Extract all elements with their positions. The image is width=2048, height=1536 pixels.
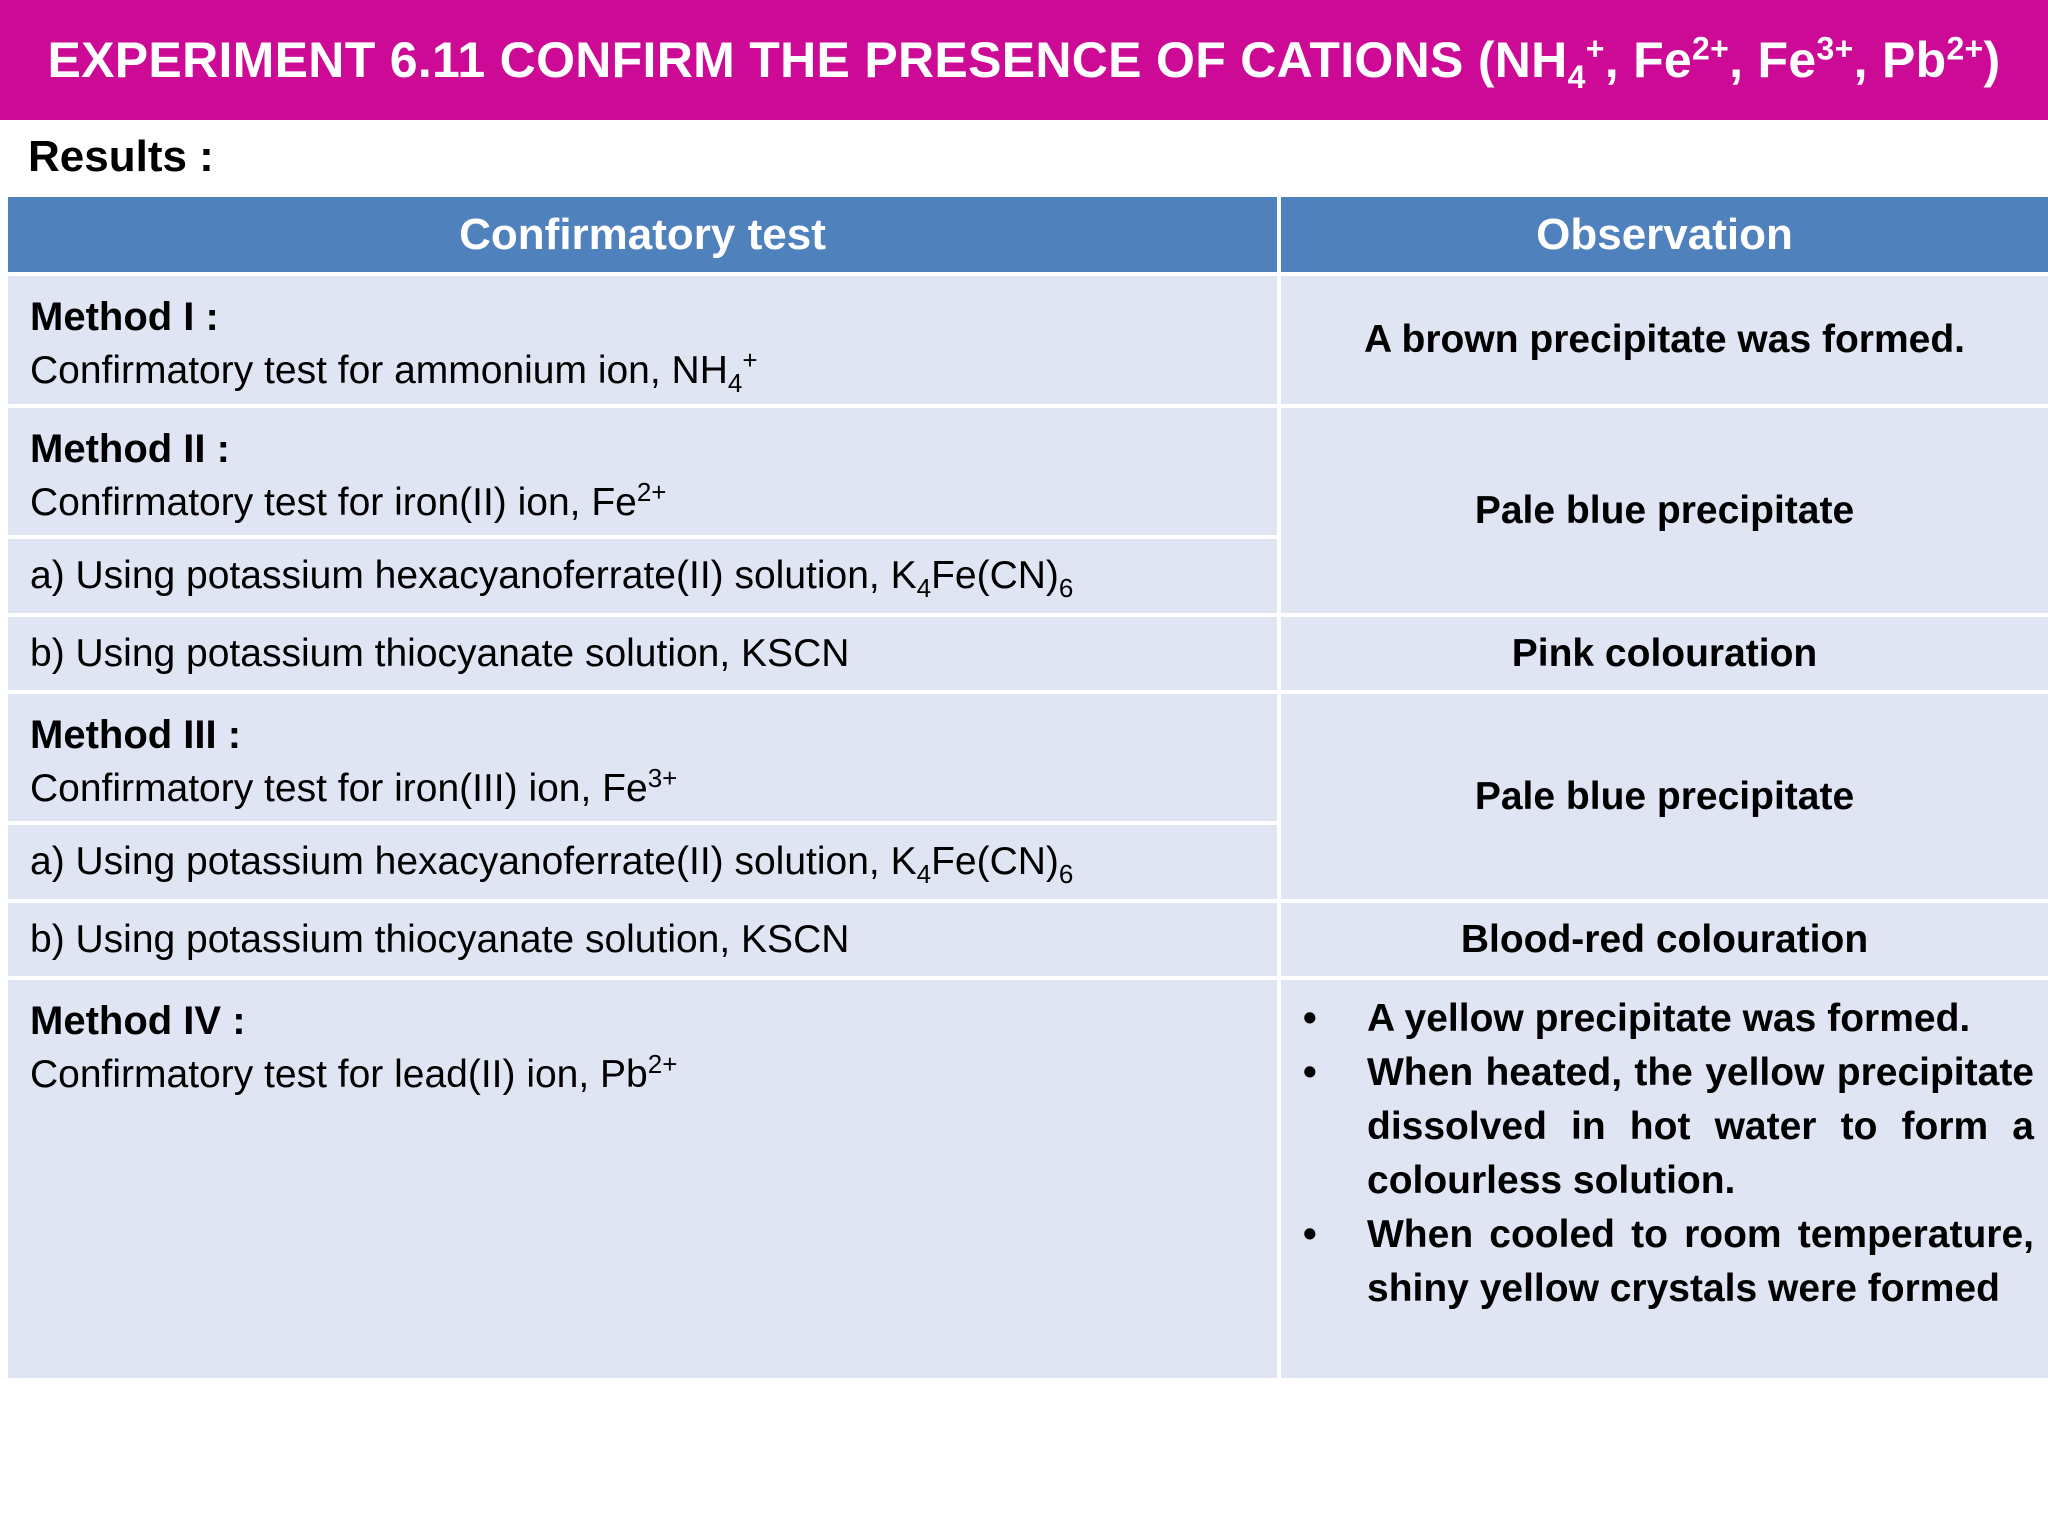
page-title: EXPERIMENT 6.11 CONFIRM THE PRESENCE OF CATIONS ($NH_4^+$, $Fe^{2+}$, $Fe^{3+}$, $Pb^{2+}$) (47, 30, 2001, 95)
method-2b-cell (8, 617, 1277, 690)
method-1-desc: Confirmatory test for ammonium ion, $NH_4^+$ (30, 345, 758, 398)
list-item: • A yellow precipitate was formed. (1281, 992, 2034, 1046)
bullet-icon: • (1303, 1051, 1317, 1094)
method-2a-cell (8, 539, 1277, 613)
method-3-desc: Confirmatory test for iron(III) ion, $Fe^{3+}$ (30, 763, 678, 810)
header-confirmatory-test: Confirmatory test (8, 197, 1277, 272)
method-4-observation-cell (1281, 980, 2048, 1378)
bullet-icon: • (1303, 1213, 1317, 1256)
method-3b-observation: Blood-red colouration (1281, 903, 2048, 976)
method-2b-observation: Pink colouration (1281, 617, 2048, 690)
method-2-desc: Confirmatory test for iron(II) ion, $Fe^{2+}$ (30, 477, 667, 524)
method-3-title: Method III : (30, 713, 242, 757)
method-2-cell (8, 408, 1277, 535)
method-4-observation-list (1281, 980, 2048, 1316)
method-1-cell (8, 276, 1277, 404)
method-4-title: Method IV : (30, 999, 246, 1043)
list-item: • When heated, the yellow precipitate dissolved in hot water to form a colourless solution. (1281, 1046, 2034, 1208)
method-4-desc: Confirmatory test for lead(II) ion, $Pb^{2+}$ (30, 1049, 678, 1096)
header-observation: Observation (1281, 197, 2048, 272)
bullet-icon: • (1303, 997, 1317, 1040)
method-2-title: Method II : (30, 427, 230, 471)
method-2a-observation: Pale blue precipitate (1281, 408, 2048, 613)
method-3a-cell (8, 825, 1277, 899)
method-3b-cell (8, 903, 1277, 976)
title-bar (0, 0, 2048, 120)
method-1-title: Method I : (30, 295, 219, 339)
method-3a-observation: Pale blue precipitate (1281, 694, 2048, 899)
method-2b-text: b) Using potassium thiocyanate solution, KSCN (30, 631, 850, 675)
method-3-cell (8, 694, 1277, 821)
list-item: • When cooled to room temperature, shiny yellow crystals were formed (1281, 1208, 2034, 1316)
results-label: Results : (28, 132, 214, 181)
method-3a-text: a) Using potassium hexacyanoferrate(II) solution, $K_4Fe(CN)_6$ (30, 840, 1074, 889)
method-1-observation: A brown precipitate was formed. (1281, 276, 2048, 404)
method-4-cell (8, 980, 1277, 1378)
method-3b-text: b) Using potassium thiocyanate solution, KSCN (30, 917, 850, 961)
method-2a-text: a) Using potassium hexacyanoferrate(II) solution, $K_4Fe(CN)_6$ (30, 554, 1074, 603)
